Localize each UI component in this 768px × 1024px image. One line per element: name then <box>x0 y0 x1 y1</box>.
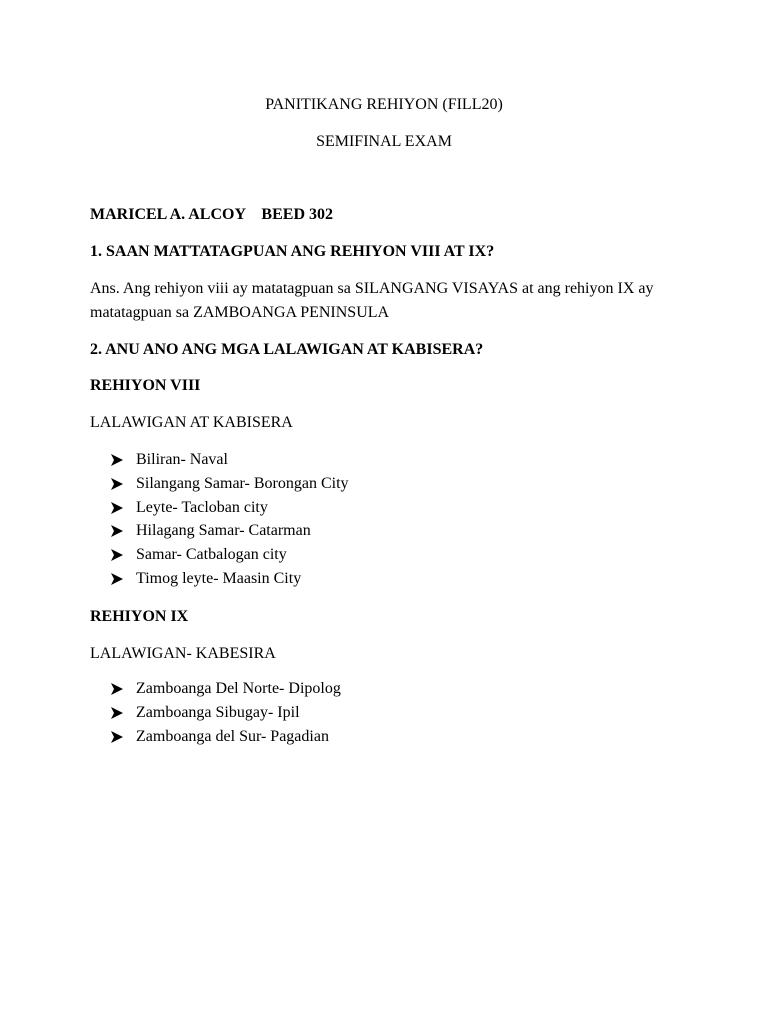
list-item-text: Hilagang Samar- Catarman <box>136 522 311 540</box>
arrowhead-bullet-icon <box>110 448 136 472</box>
arrowhead-bullet-icon <box>110 496 136 520</box>
list-item <box>110 701 341 725</box>
list-item-text: Zamboanga del Sur- Pagadian <box>136 727 329 745</box>
region-8-list <box>110 448 349 591</box>
arrowhead-bullet-icon <box>110 519 136 543</box>
arrowhead-bullet-icon <box>110 567 136 591</box>
region-8-subheading: LALAWIGAN AT KABISERA <box>90 414 293 431</box>
list-item-text: Samar- Catbalogan city <box>136 546 287 564</box>
list-item-text: Zamboanga Sibugay- Ipil <box>136 703 300 721</box>
list-item <box>110 567 349 591</box>
list-item <box>110 543 349 567</box>
document-title: PANITIKANG REHIYON (FILL20) <box>265 96 503 113</box>
list-item <box>110 448 349 472</box>
list-item <box>110 677 341 701</box>
list-item-text: Zamboanga Del Norte- Dipolog <box>136 680 341 697</box>
list-item-text: Biliran- Naval <box>136 451 228 468</box>
arrowhead-bullet-icon <box>110 701 136 725</box>
arrowhead-bullet-icon <box>110 677 136 701</box>
answer-1: Ans. Ang rehiyon viii ay matatagpuan sa SILANGANG VISAYAS at ang rehiyon IX ay matatagpuan sa ZAMBOANGA PENINSULA <box>90 280 654 321</box>
list-item-text: Leyte- Tacloban city <box>136 498 268 516</box>
region-9-subheading: LALAWIGAN- KABESIRA <box>90 645 276 662</box>
question-2: 2. ANU ANO ANG MGA LALAWIGAN AT KABISERA? <box>90 341 484 358</box>
region-9-list <box>110 677 341 748</box>
arrowhead-bullet-icon <box>110 472 136 496</box>
exam-label: SEMIFINAL EXAM <box>316 133 452 150</box>
list-item <box>110 496 349 520</box>
arrowhead-bullet-icon <box>110 543 136 567</box>
list-item-text: Timog leyte- Maasin City <box>136 569 302 587</box>
list-item-text: Silangang Samar- Borongan City <box>136 474 349 492</box>
list-item <box>110 725 341 749</box>
region-9-heading: REHIYON IX <box>90 608 189 625</box>
list-item <box>110 472 349 496</box>
student-info: MARICEL A. ALCOY BEED 302 <box>90 206 333 223</box>
region-8-heading: REHIYON VIII <box>90 377 201 394</box>
question-1: 1. SAAN MATTATAGPUAN ANG REHIYON VIII AT IX? <box>90 243 495 260</box>
arrowhead-bullet-icon <box>110 725 136 749</box>
list-item <box>110 519 349 543</box>
